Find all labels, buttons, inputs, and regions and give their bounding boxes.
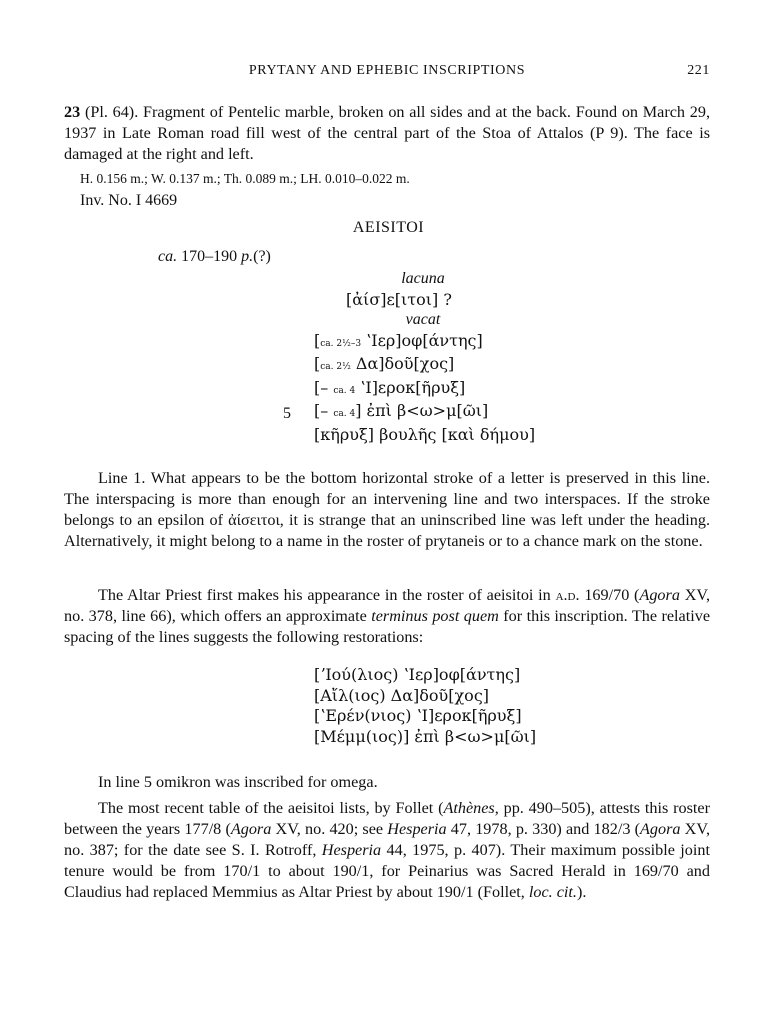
inscription-lacuna: lacuna — [401, 270, 445, 287]
commentary-paragraph-2 — [64, 585, 710, 648]
restorations — [314, 665, 634, 747]
restoration-line-2: [Αἴλ(ιος) Δα]δοῦ[χος] — [314, 685, 490, 705]
citation-title: Agora — [639, 586, 680, 604]
date-query: (?) — [253, 248, 271, 265]
section-heading: AEISITOI — [352, 219, 425, 236]
line-text: [κῆρυξ] βουλῆς [καὶ δήμου] — [314, 424, 536, 444]
entry-text: (Pl. 64). Fragment of Pentelic marble, broken on all sides and at the back. Found on March 29, 1937 in Late Roman road fill west of the central part of the Stoa of Attalos (P 9). The face is damaged at the right and left. — [64, 103, 710, 163]
text-run: 47, 1978, p. 330) and 182/3 ( — [446, 820, 640, 838]
text-run: 169/70 ( — [584, 586, 640, 604]
page-number: 221 — [687, 63, 710, 78]
commentary-paragraph-3: In line 5 omikron was inscribed for omega. — [98, 773, 378, 791]
inscription-line-3 — [314, 354, 634, 378]
text-run: , pp. 490–505), attests this roster between the years 177/8 ( — [64, 799, 710, 838]
text-run: XV, no. 420; see — [271, 820, 388, 838]
inventory-number: Inv. No. I 4669 — [80, 192, 178, 209]
bracket-open: [– — [314, 377, 334, 397]
line-number: 5 — [283, 405, 291, 422]
line-text: Δα]δοῦ[χος] — [355, 354, 455, 373]
running-head-title: PRYTANY AND EPHEBIC INSCRIPTIONS — [248, 63, 526, 78]
inscription-vacat: vacat — [405, 311, 441, 328]
line-text: ʽΙ]εροκ[ῆρυξ] — [360, 377, 466, 397]
citation-title: Athènes — [443, 799, 495, 817]
text-run: The Altar Priest first makes his appearance in the roster of aeisitoi in — [98, 586, 551, 604]
text-run: 44, 1975, p. 407). Their maximum possible joint tenure would be from 170/1 to about 190/1, for Peinarius was Sacred Herald in 169/70 and Claudius had replaced Memmius as Altar Priest by about 190/1 (Follet, — [64, 841, 710, 901]
commentary-paragraph-4 — [64, 798, 710, 903]
running-head — [64, 63, 710, 83]
era-abbrev: a.d. — [555, 586, 580, 604]
citation-title: Hesperia — [321, 841, 382, 859]
citation-title: Hesperia — [387, 820, 447, 838]
inscription-line-4 — [314, 378, 634, 402]
inscription-text — [314, 269, 634, 448]
restoration-line-1: [ʼΙού(λιος) ʽΙερ]οφ[άντης] — [314, 665, 521, 684]
date-era: p. — [241, 248, 254, 265]
latin-term: terminus post quem — [371, 607, 499, 625]
inscription-line-6 — [314, 425, 634, 449]
commentary-paragraph-1: Line 1. What appears to be the bottom horizontal stroke of a letter is preserved in this line. The interspacing is more than enough for an intervening line and two interspaces. If the stroke belongs to an epsilon of ἀίσειτοι, it is strange that an uninscribed line was left under the heading. Alternatively, it might belong to a name in the roster of prytaneis or to a chance mark on the stone. — [64, 469, 710, 550]
text-run: XV, no. 387; for the date see S. I. Rotroff, — [64, 820, 710, 859]
restoration-line-4: [Μέμμ(ιος)] ἐπὶ β<ω>μ[ῶι] — [314, 726, 537, 746]
citation-abbrev: loc. cit. — [528, 883, 577, 901]
date-line — [158, 248, 271, 266]
line-text: ʽΙερ]οφ[άντης] — [366, 330, 483, 350]
bracket-open: [ — [314, 354, 321, 373]
citation-title: Agora — [640, 820, 681, 838]
entry-number: 23 — [64, 103, 81, 121]
gap-note: ca. 4 — [333, 385, 356, 396]
entry-description — [64, 102, 710, 165]
gap-note: ca. 2½ — [320, 362, 351, 372]
text-run: The most recent table of the aeisitoi lists, by Follet ( — [98, 799, 444, 817]
text-run: for this inscription. The relative spacing of the lines suggests the following restorations: — [64, 607, 711, 646]
date-range: 170–190 — [181, 248, 238, 265]
text-run: ). — [576, 883, 587, 901]
citation-title: Agora — [230, 820, 272, 838]
date-prefix: ca. — [158, 248, 178, 265]
bracket-open: [– — [314, 401, 334, 420]
inscription-line-1: [ἀίσ]ε[ιτοι] ? — [346, 289, 452, 309]
gap-note: ca. 2½–3 — [320, 338, 362, 349]
inscription-line-5 — [314, 401, 634, 425]
restoration-line-3: [ʽΕρέν(νιος) ʽΙ]εροκ[ῆρυξ] — [314, 706, 522, 725]
inscription-line-2 — [314, 331, 634, 355]
bracket-open: [ — [314, 330, 321, 350]
line-text: ] ἐπὶ β<ω>μ[ῶι] — [355, 401, 489, 420]
text-run: XV, no. 378, line 66), which offers an approximate — [64, 586, 711, 625]
gap-note: ca. 4 — [333, 409, 356, 419]
dimensions: H. 0.156 m.; W. 0.137 m.; Th. 0.089 m.; LH. 0.010–0.022 m. — [80, 171, 410, 186]
